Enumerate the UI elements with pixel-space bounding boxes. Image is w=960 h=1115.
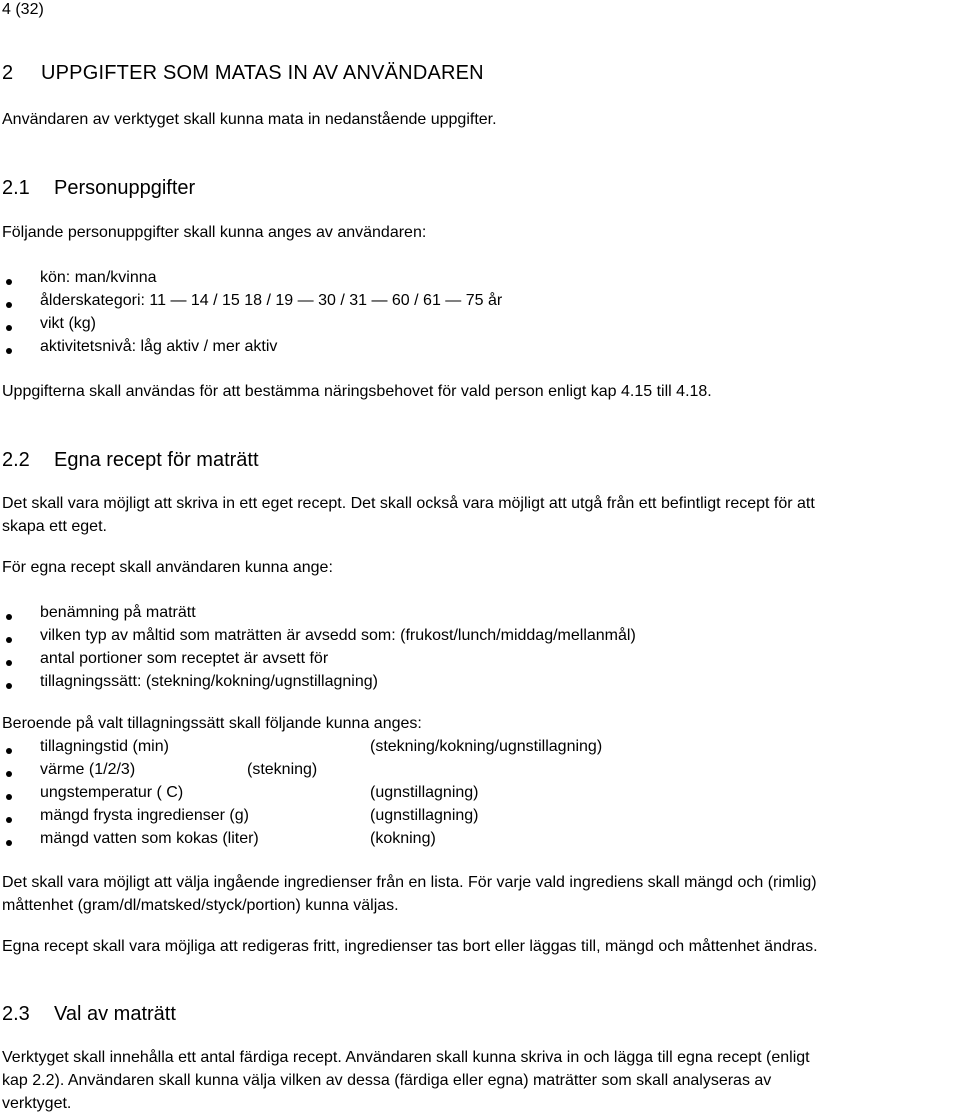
param-method: (ugnstillagning): [370, 807, 479, 824]
bullet: [6, 279, 12, 285]
paragraph-line: skapa ett eget.: [2, 518, 107, 535]
list-item-text: tillagningssätt: (stekning/kokning/ugnstillagning): [40, 673, 378, 690]
bullet: [6, 325, 12, 331]
subsection-heading-2-2: [2, 449, 259, 472]
param-method: (ugnstillagning): [370, 784, 479, 801]
section-heading: [2, 62, 484, 85]
bullet: [6, 348, 12, 354]
paragraph-line: Det skall vara möjligt att skriva in ett eget recept. Det skall också vara möjligt att utgå från ett befintligt recept för att: [2, 495, 815, 512]
bullet: [6, 683, 12, 689]
subsection-number: 2.1: [2, 177, 30, 199]
bullet: [6, 840, 12, 846]
paragraph: Egna recept skall vara möjliga att redigeras fritt, ingredienser tas bort eller läggas till, mängd och måttenhet ändras.: [2, 938, 818, 955]
subsection-title: Egna recept för maträtt: [54, 449, 259, 471]
paragraph: Uppgifterna skall användas för att bestämma näringsbehovet för vald person enligt kap 4.15 till 4.18.: [2, 383, 712, 400]
bullet: [6, 748, 12, 754]
subsection-heading-2-3: [2, 1003, 176, 1026]
bullet: [6, 637, 12, 643]
param-name: mängd vatten som kokas (liter): [40, 830, 259, 847]
bullet: [6, 794, 12, 800]
list-item-text: vikt (kg): [40, 315, 96, 332]
paragraph-line: Verktyget skall innehålla ett antal färdiga recept. Användaren skall kunna skriva in och lägga till egna recept (enligt: [2, 1049, 810, 1066]
bullet: [6, 302, 12, 308]
param-method: (stekning): [247, 761, 318, 778]
paragraph-line: kap 2.2). Användaren skall kunna välja vilken av dessa (färdiga eller egna) maträtter som skall analyseras av: [2, 1072, 772, 1089]
subsection-title: Val av maträtt: [54, 1003, 176, 1025]
section-number: 2: [2, 62, 14, 84]
subsection-heading-2-1: [2, 177, 195, 200]
bullet: [6, 660, 12, 666]
param-name: värme (1/2/3): [40, 761, 136, 778]
bullet: [6, 614, 12, 620]
param-name: mängd frysta ingredienser (g): [40, 807, 249, 824]
subsection-number: 2.3: [2, 1003, 30, 1025]
bullet: [6, 817, 12, 823]
section-intro: Användaren av verktyget skall kunna mata in nedanstående uppgifter.: [2, 111, 497, 128]
paragraph: Följande personuppgifter skall kunna anges av användaren:: [2, 224, 427, 241]
list-item-text: ålderskategori: 11 — 14 / 15 18 / 19 — 30 / 31 — 60 / 61 — 75 år: [40, 292, 503, 309]
list-item-text: benämning på maträtt: [40, 604, 196, 621]
param-method: (kokning): [370, 830, 436, 847]
list-item-text: aktivitetsnivå: låg aktiv / mer aktiv: [40, 338, 278, 355]
list-item-text: antal portioner som receptet är avsett för: [40, 650, 329, 667]
subsection-title: Personuppgifter: [54, 177, 196, 199]
section-title: UPPGIFTER SOM MATAS IN AV ANVÄNDAREN: [41, 62, 484, 84]
paragraph: För egna recept skall användaren kunna ange:: [2, 559, 333, 576]
list-item-text: kön: man/kvinna: [40, 269, 157, 286]
paragraph-line: Det skall vara möjligt att välja ingående ingredienser från en lista. För varje vald ingrediens skall mängd och (rimlig): [2, 874, 817, 891]
paragraph: Beroende på valt tillagningssätt skall följande kunna anges:: [2, 715, 422, 732]
page-number: 4 (32): [2, 1, 44, 18]
list-item-text: vilken typ av måltid som maträtten är avsedd som: (frukost/lunch/middag/mellanmål): [40, 627, 636, 644]
param-name: ungstemperatur ( C): [40, 784, 184, 801]
paragraph-line: verktyget.: [2, 1095, 72, 1112]
param-method: (stekning/kokning/ugnstillagning): [370, 738, 603, 755]
bullet: [6, 771, 12, 777]
paragraph-line: måttenhet (gram/dl/matsked/styck/portion) kunna väljas.: [2, 897, 399, 914]
subsection-number: 2.2: [2, 449, 30, 471]
param-name: tillagningstid (min): [40, 738, 169, 755]
